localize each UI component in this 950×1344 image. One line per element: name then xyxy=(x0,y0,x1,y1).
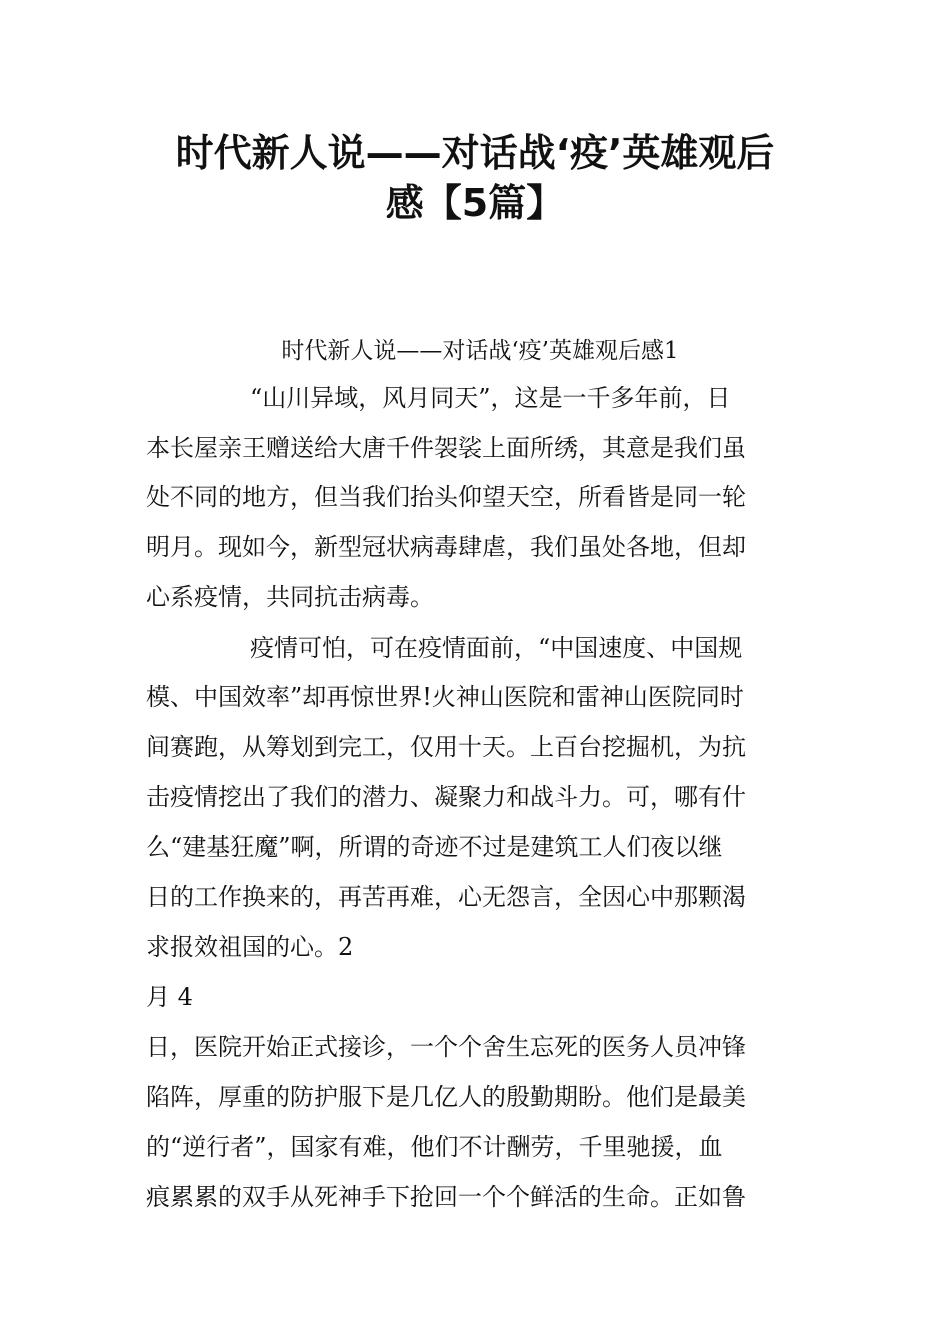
paragraph-line: 疫情可怕，可在疫情面前，“中国速度、中国规 xyxy=(250,634,743,662)
paragraph-line: 么“建基狂魔”啊，所谓的奇迹不过是建筑工人们夜以继 xyxy=(146,833,723,861)
paragraph-line: 日的工作换来的，再苦再难，心无怨言，全因心中那颗渴 xyxy=(146,883,746,911)
paragraph-line: 模、中国效率”却再惊世界!火神山医院和雷神山医院同时 xyxy=(146,683,744,711)
paragraph-line: 求报效祖国的心。2 xyxy=(146,933,354,961)
document-title-line-2: 感【5篇】 xyxy=(385,181,565,225)
paragraph-line: 间赛跑，从筹划到完工，仅用十天。上百台挖掘机，为抗 xyxy=(146,733,746,761)
paragraph-line: 陷阵，厚重的防护服下是几亿人的殷勤期盼。他们是最美 xyxy=(146,1083,746,1111)
paragraph-line: 明月。现如今，新型冠状病毒肆虐，我们虽处各地，但却 xyxy=(146,533,746,561)
paragraph-line: 日，医院开始正式接诊，一个个舍生忘死的医务人员冲锋 xyxy=(146,1033,746,1061)
paragraph-line: 本长屋亲王赠送给大唐千件袈裟上面所绣，其意是我们虽 xyxy=(146,434,746,462)
paragraph-line: 处不同的地方，但当我们抬头仰望天空，所看皆是同一轮 xyxy=(146,483,746,511)
document-title-line-1: 时代新人说——对话战‘疫’英雄观后 xyxy=(175,131,775,175)
paragraph-line: 心系疫情，共同抗击病毒。 xyxy=(146,583,434,611)
paragraph-line: “山川异域，风月同天”，这是一千多年前，日 xyxy=(250,384,731,412)
paragraph-line: 的“逆行者”，国家有难，他们不计酬劳，千里驰援，血 xyxy=(146,1133,723,1161)
paragraph-line: 痕累累的双手从死神手下抢回一个个鲜活的生命。正如鲁 xyxy=(146,1183,746,1211)
paragraph-line: 月 4 xyxy=(146,983,193,1011)
paragraph-line: 击疫情挖出了我们的潜力、凝聚力和战斗力。可，哪有什 xyxy=(146,783,746,811)
section-subtitle: 时代新人说——对话战‘疫’英雄观后感1 xyxy=(281,338,679,364)
